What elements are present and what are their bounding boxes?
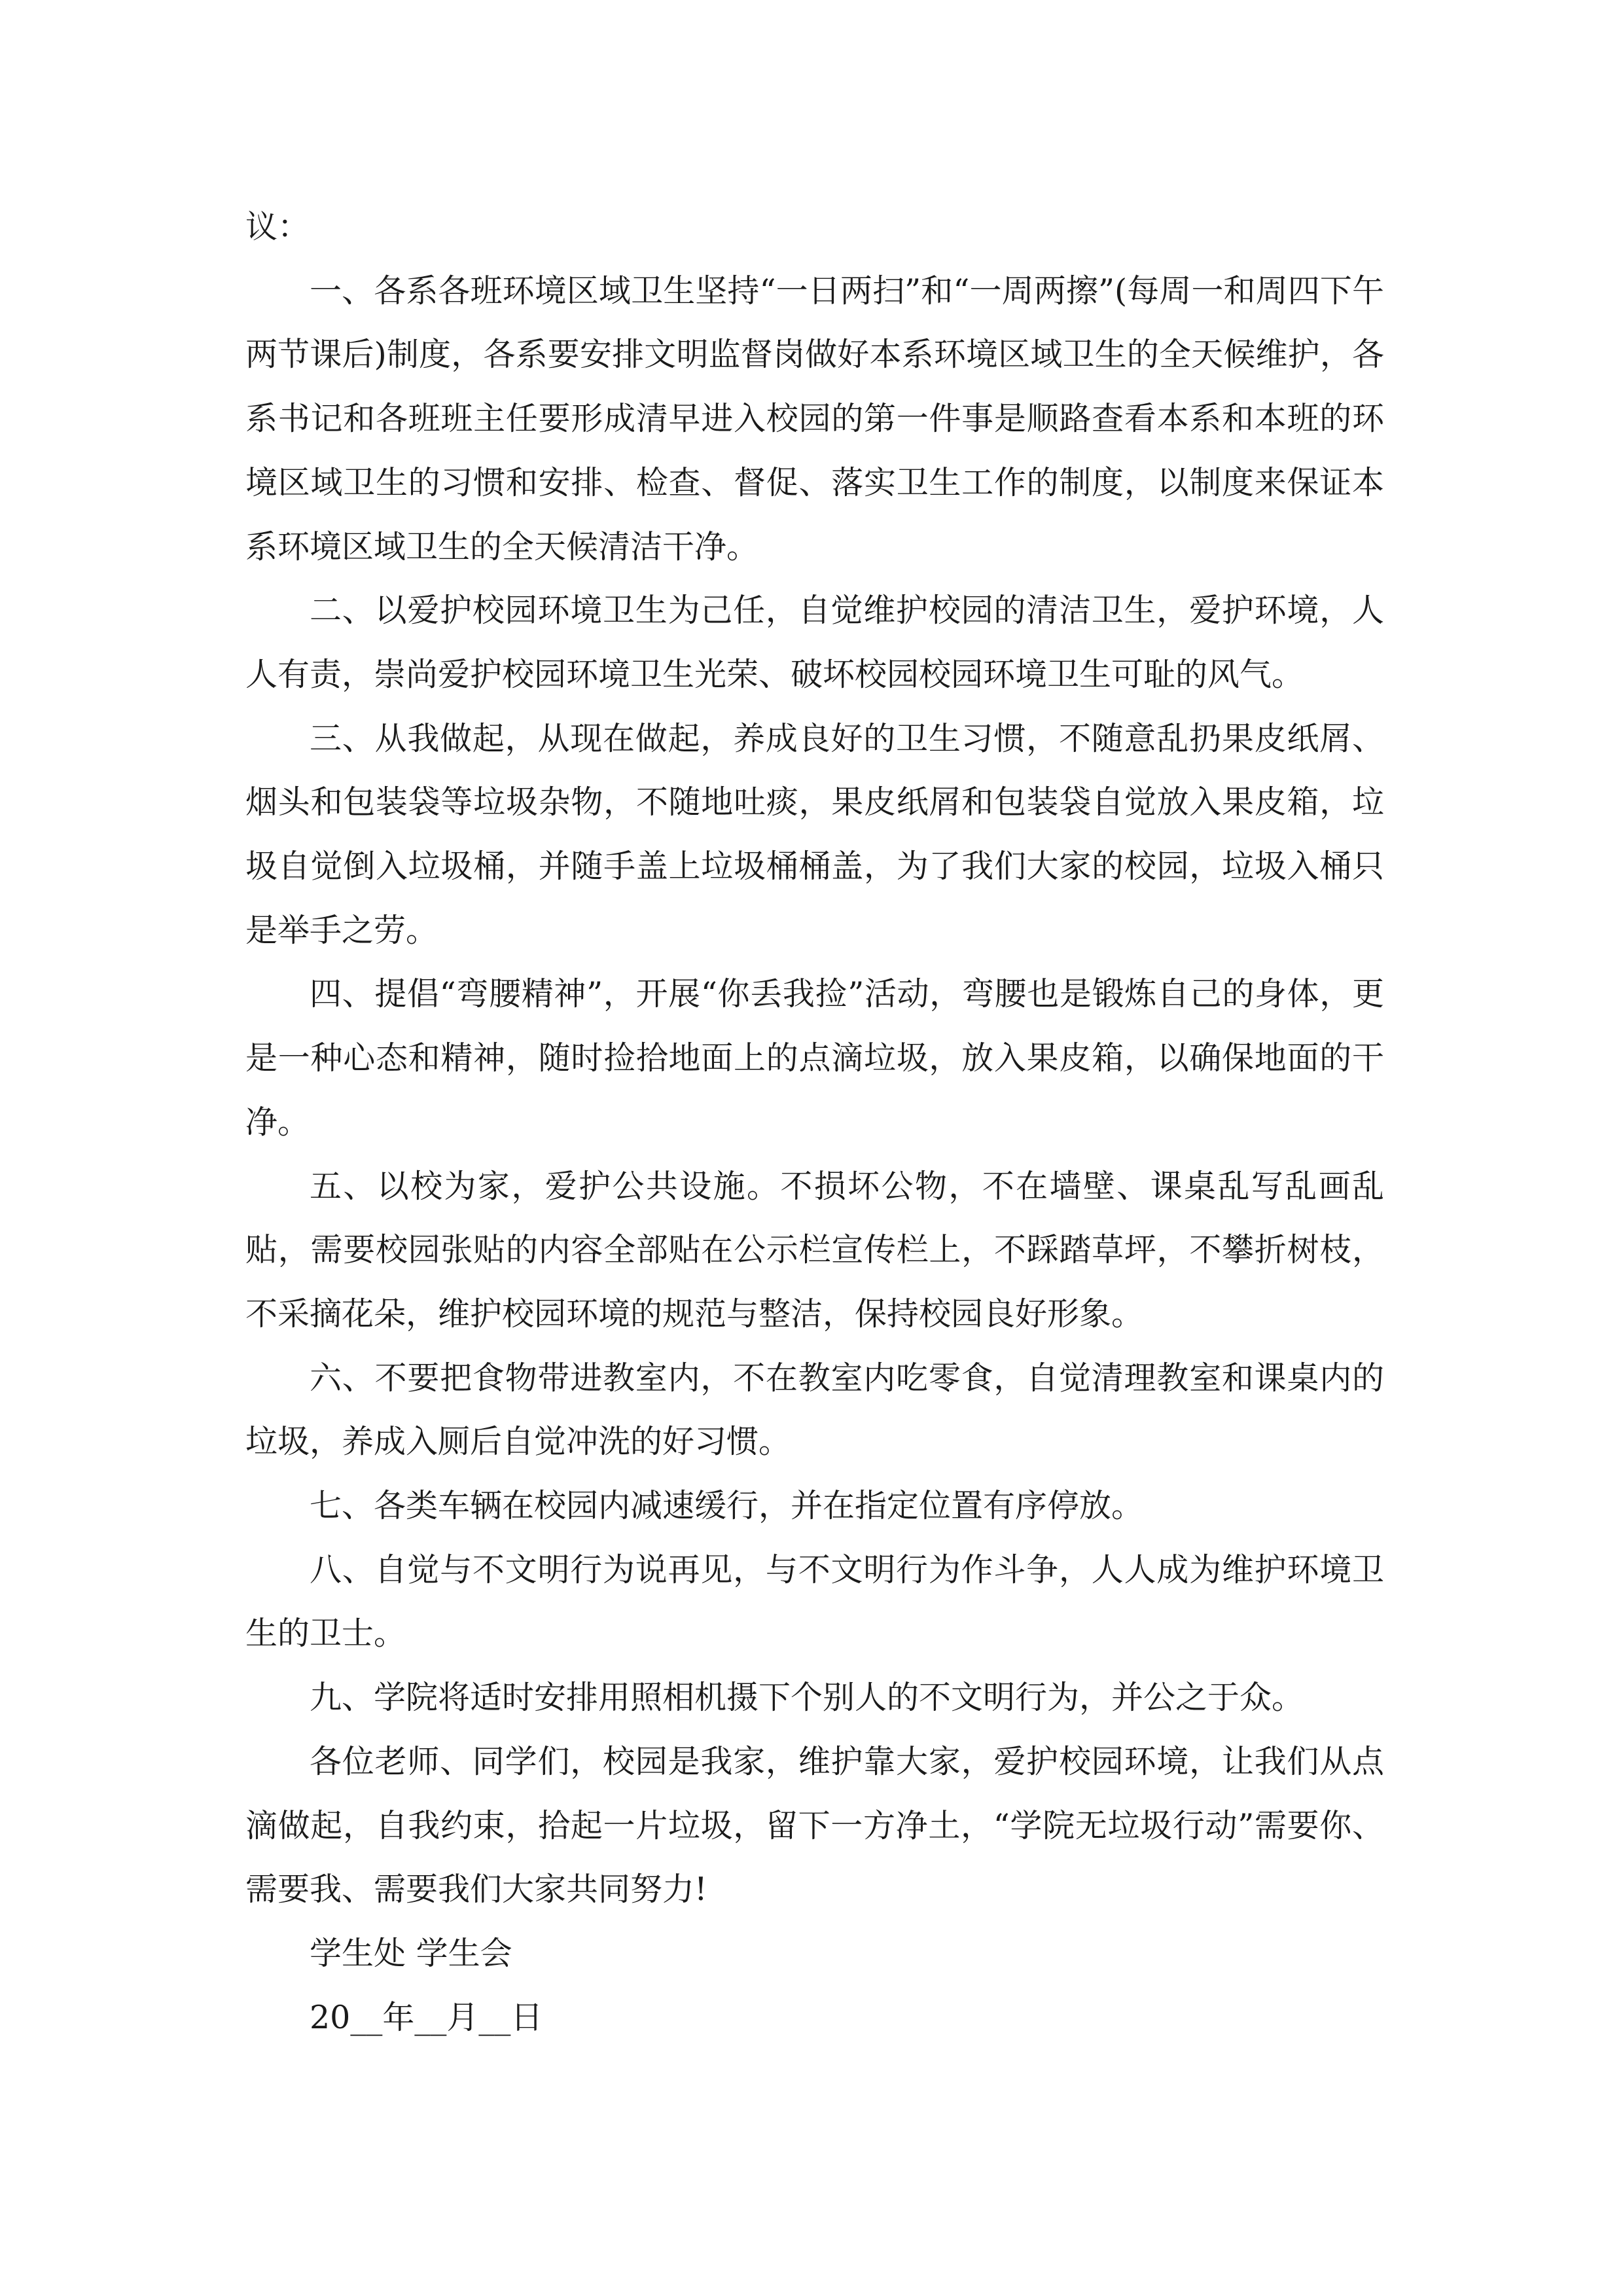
signature-line: 学生处 学生会: [310, 1934, 512, 1972]
date-line: 20__年__月__日: [310, 1998, 543, 2036]
paragraph-item-2: 二、以爱护校园环境卫生为己任，自觉维护校园的清洁卫生，爱护环境，人人有责，崇尚爱护校园环境卫生光荣、破坏校园校园环境卫生可耻的风气。: [245, 592, 1384, 693]
closing-paragraph: 各位老师、同学们，校园是我家，维护靠大家，爱护校园环境，让我们从点滴做起，自我约束，拾起一片垃圾，留下一方净土，“学院无垃圾行动”需要你、需要我、需要我们大家共同努力!: [245, 1742, 1384, 1909]
paragraph-item-4: 四、提倡“弯腰精神”，开展“你丢我捡”活动，弯腰也是锻炼自己的身体，更是一种心态和精神，随时捡拾地面上的点滴垃圾，放入果皮箱，以确保地面的干净。: [245, 975, 1384, 1141]
paragraph-item-1: 一、各系各班环境区域卫生坚持“一日两扫”和“一周两擦”(每周一和周四下午两节课后)制度，各系要安排文明监督岗做好本系环境区域卫生的全天候维护，各系书记和各班班主任要形成清早进入校园的第一件事是顺路查看本系和本班的环境区域卫生的习惯和安排、检查、督促、落实卫生工作的制度，以制度来保证本系环境区域卫生的全天候清洁干净。: [245, 272, 1384, 565]
document-body: [245, 195, 1384, 2049]
paragraph-item-7: 七、各类车辆在校园内减速缓行，并在指定位置有序停放。: [310, 1487, 1144, 1525]
paragraph-item-9: 九、学院将适时安排用照相机摄下个别人的不文明行为，并公之于众。: [310, 1679, 1304, 1717]
paragraph-item-8: 八、自觉与不文明行为说再见，与不文明行为作斗争，人人成为维护环境卫生的卫士。: [245, 1551, 1384, 1653]
paragraph-continuation: 议：: [245, 208, 310, 245]
paragraph-item-3: 三、从我做起，从现在做起，养成良好的卫生习惯，不随意乱扔果皮纸屑、烟头和包装袋等垃圾杂物，不随地吐痰，果皮纸屑和包装袋自觉放入果皮箱，垃圾自觉倒入垃圾桶，并随手盖上垃圾桶桶盖，为了我们大家的校园，垃圾入桶只是举手之劳。: [245, 719, 1384, 949]
paragraph-item-5: 五、以校为家，爱护公共设施。不损坏公物，不在墙壁、课桌乱写乱画乱贴，需要校园张贴的内容全部贴在公示栏宣传栏上，不踩踏草坪，不攀折树枝，不采摘花朵，维护校园环境的规范与整洁，保持校园良好形象。: [245, 1167, 1384, 1333]
paragraph-item-6: 六、不要把食物带进教室内，不在教室内吃零食，自觉清理教室和课桌内的垃圾，养成入厕后自觉冲洗的好习惯。: [245, 1359, 1384, 1461]
